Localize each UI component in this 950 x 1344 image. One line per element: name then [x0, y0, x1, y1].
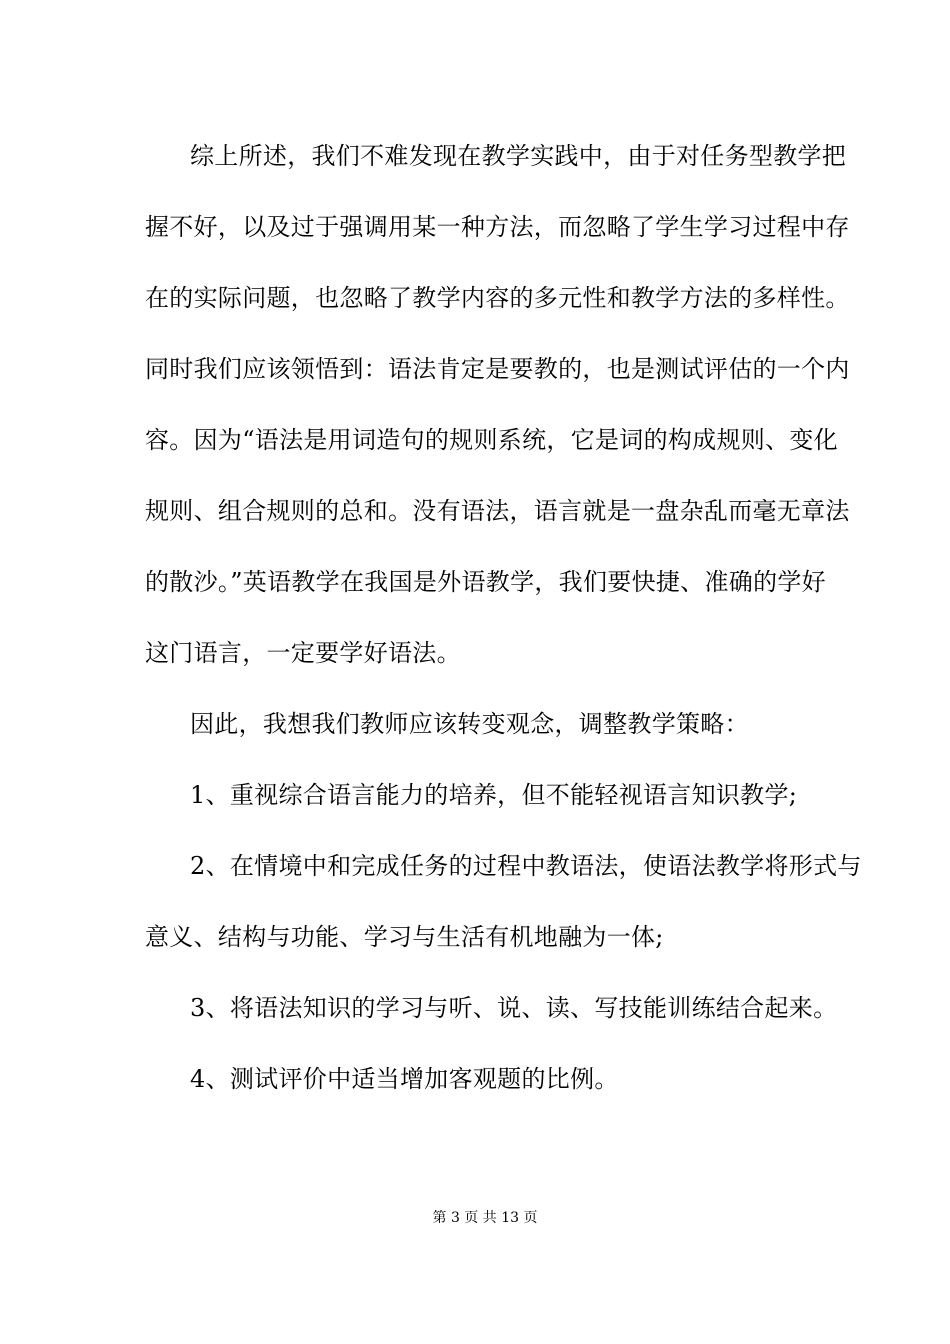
list-item: 4、测试评价中适当增加客观题的比例。 [190, 1065, 619, 1093]
list-item: 1、重视综合语言能力的培养，但不能轻视语言知识教学; [190, 781, 798, 809]
paragraph-line: 同时我们应该领悟到：语法肯定是要教的，也是测试评估的一个内 [145, 355, 850, 383]
paragraph-line: 在的实际问题，也忽略了教学内容的多元性和教学方法的多样性。 [145, 284, 850, 312]
paragraph-line: 的散沙。”英语教学在我国是外语教学，我们要快捷、准确的学好 [145, 568, 826, 596]
paragraph-line: 容。因为“语法是用词造句的规则系统，它是词的构成规则、变化 [145, 426, 838, 454]
paragraph-line: 握不好，以及过于强调用某一种方法，而忽略了学生学习过程中存 [145, 213, 850, 241]
list-item: 3、将语法知识的学习与听、说、读、写技能训练结合起来。 [190, 994, 838, 1022]
page-number-footer: 第 3 页 共 13 页 [432, 1210, 538, 1226]
list-item: 2、在情境中和完成任务的过程中教语法，使语法教学将形式与 [190, 852, 862, 880]
paragraph-line: 规则、组合规则的总和。没有语法，语言就是一盘杂乱而毫无章法 [145, 497, 850, 525]
paragraph-line: 综上所述，我们不难发现在教学实践中，由于对任务型教学把 [190, 142, 847, 170]
paragraph-line: 因此，我想我们教师应该转变观念，调整教学策略： [190, 710, 749, 738]
paragraph-line: 这门语言，一定要学好语法。 [145, 639, 461, 667]
list-item-continuation: 意义、结构与功能、学习与生活有机地融为一体; [145, 923, 664, 951]
